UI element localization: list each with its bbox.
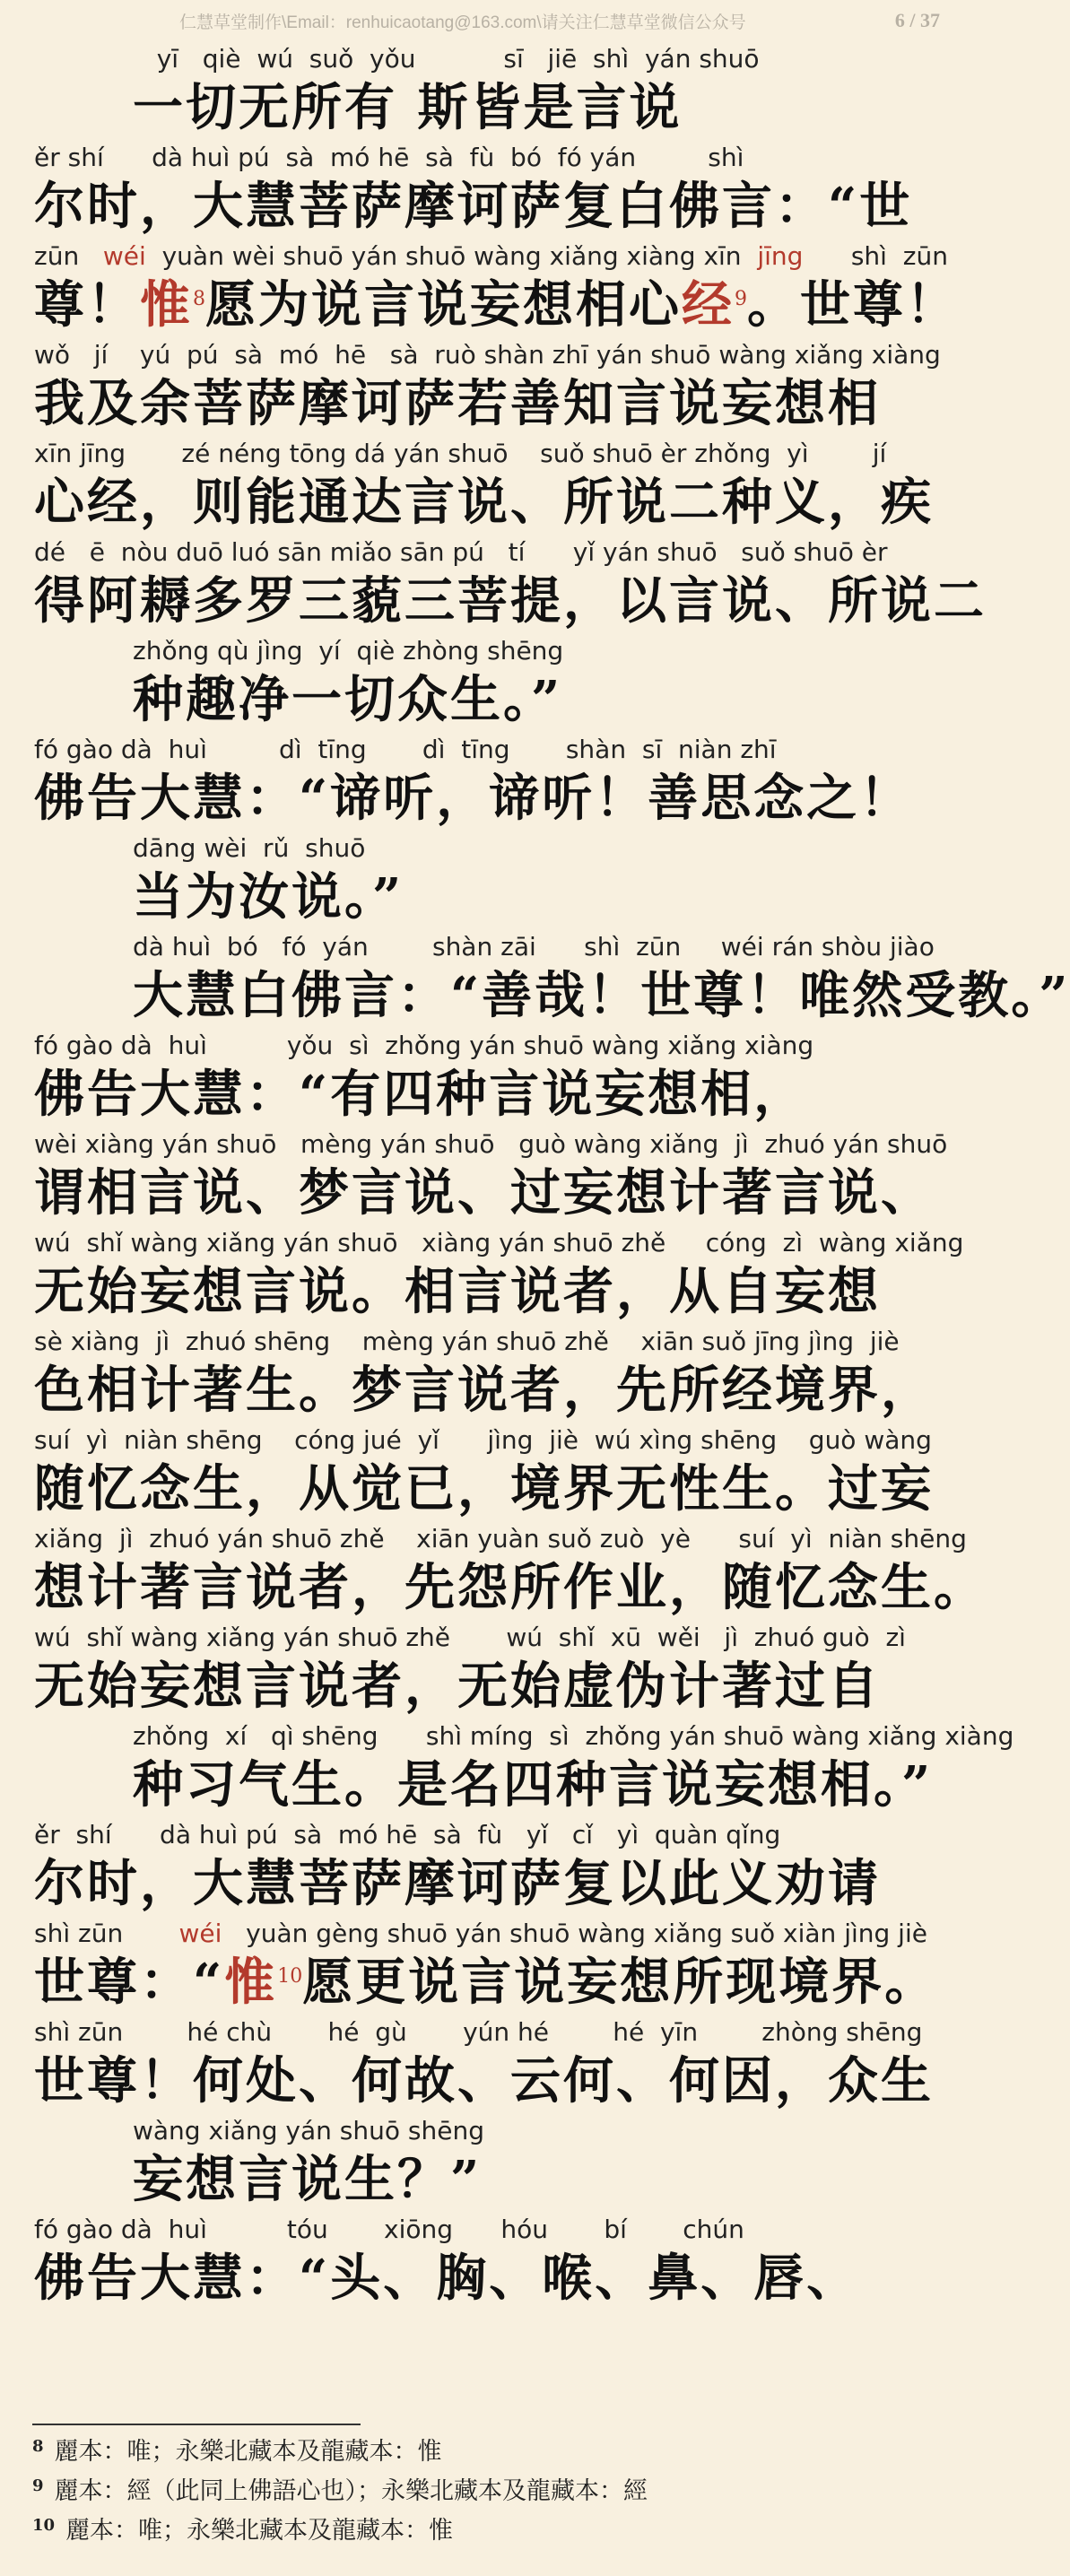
hanzi-segment: 愿为说言说妄想相心: [205, 275, 682, 335]
pinyin-segment: zhǒng xí qì shēng shì míng sì zhǒng yán shuō wàng xiǎng xiàng: [133, 1721, 1014, 1751]
hanzi-line: [34, 1558, 987, 1617]
hanzi-segment: 妄想言说生？”: [133, 2150, 483, 2209]
hanzi-line: [34, 375, 949, 432]
hanzi-line: [34, 1263, 949, 1320]
text-line: [34, 533, 987, 631]
hanzi-line: [34, 571, 987, 631]
pinyin-line: [34, 2210, 949, 2250]
pinyin-line: [34, 2013, 949, 2052]
pinyin-segment: dāng wèi rǔ shuō: [133, 833, 366, 863]
pinyin-line: [34, 237, 949, 276]
hanzi-line: [133, 2151, 949, 2208]
footnote: $^{10}$ 麗本：唯；永樂北藏本及龍藏本：惟: [32, 2516, 454, 2545]
hanzi-segment: 佛告大慧：“谛听，谛听！善思念之！: [34, 769, 913, 828]
text-line: [34, 434, 949, 533]
pinyin-segment: dà huì bó fó yán shàn zāi shì zūn wéi rán shòu jiào: [133, 932, 935, 962]
footnote: $^9$ 麗本：經（此同上佛語心也）；永樂北藏本及龍藏本：經: [32, 2476, 648, 2505]
pinyin-segment: zhǒng qù jìng yí qiè zhòng shēng: [133, 636, 564, 666]
text-line: [34, 2111, 949, 2210]
pinyin-line: [34, 434, 949, 474]
pinyin-line: [34, 533, 949, 572]
hanzi-line: [34, 2052, 949, 2110]
pinyin-segment: shì zūn: [34, 1919, 179, 1948]
pinyin-segment: yuàn gèng shuō yán shuō wàng xiǎng suǒ xiàn jìng jiè: [222, 1919, 927, 1948]
pinyin-variant: wéi: [178, 1919, 222, 1948]
footnote-marker: 8: [193, 288, 205, 310]
hanzi-segment: 无始妄想言说。相言说者，从自妄想: [34, 1262, 881, 1321]
hanzi-line: [133, 966, 1070, 1025]
text-line: [34, 1815, 949, 1914]
hanzi-line: [34, 770, 949, 827]
hanzi-segment: 尊！: [34, 275, 140, 335]
hanzi-segment: 一切无所有 斯皆是言说: [133, 78, 683, 137]
hanzi-segment: 心经，则能通达言说、所说二种义，疾: [34, 473, 934, 532]
pinyin-segment: ěr shí dà huì pú sà mó hē sà fù bó fó yán shì: [34, 143, 744, 172]
hanzi-segment: 我及余菩萨摩诃萨若善知言说妄想相: [34, 374, 881, 433]
text-line: [34, 730, 949, 829]
hanzi-line: [34, 1954, 949, 2011]
pinyin-variant: jīng: [757, 241, 804, 271]
hanzi-segment: 尔时，大慧菩萨摩诃萨复白佛言：“世: [34, 177, 913, 236]
pinyin-segment: wǒ jí yú pú sà mó hē sà ruò shàn zhī yán shuō wàng xiǎng xiàng: [34, 340, 941, 370]
pinyin-segment: sè xiàng jì zhuó shēng mèng yán shuō zhě xiān suǒ jīng jìng jiè: [34, 1327, 900, 1356]
pinyin-line: [34, 138, 949, 178]
variant-character: 惟: [140, 275, 193, 335]
pinyin-segment: fó gào dà huì dì tīng dì tīng shàn sī niàn zhī: [34, 735, 777, 764]
text-line: [34, 39, 949, 138]
pinyin-segment: yī qiè wú suǒ yǒu sī jiē shì yán shuō: [133, 44, 760, 74]
pinyin-line: [34, 1618, 949, 1658]
text-line: [34, 237, 959, 335]
hanzi-segment: 谓相言说、梦言说、过妄想计著言说、: [34, 1163, 934, 1223]
hanzi-segment: 。世尊！: [747, 275, 959, 335]
pinyin-segment: suí yì niàn shēng cóng jué yǐ jìng jiè wú xìng shēng guò wàng: [34, 1425, 932, 1455]
hanzi-segment: 世尊：“: [34, 1953, 225, 2012]
pinyin-line: [34, 1421, 949, 1460]
text-line: [34, 1914, 949, 2013]
hanzi-line: [34, 1658, 949, 1715]
hanzi-line: [34, 474, 949, 531]
footnote-marker: 9: [735, 288, 747, 310]
pinyin-line: [34, 1026, 949, 1066]
hanzi-line: [34, 275, 959, 335]
hanzi-segment: 无始妄想言说者，无始虚伪计著过自: [34, 1657, 881, 1716]
text-line: [34, 138, 949, 237]
hanzi-segment: 得阿耨多罗三藐三菩提，以言说、所说二: [34, 571, 987, 631]
pinyin-line: [34, 1914, 949, 1954]
pinyin-line: [133, 829, 949, 868]
hanzi-line: [133, 671, 949, 728]
pinyin-line: [34, 1125, 949, 1164]
text-line: [34, 829, 949, 927]
pinyin-segment: dé ē nòu duō luó sān miǎo sān pú tí yǐ yán shuō suǒ shuō èr: [34, 537, 888, 567]
text-line: [34, 335, 949, 434]
hanzi-segment: 当为汝说。”: [133, 867, 405, 927]
hanzi-segment: 种趣净一切众生。”: [133, 670, 563, 729]
pinyin-line: [34, 1322, 949, 1362]
hanzi-line: [133, 1756, 949, 1814]
hanzi-segment: 随忆念生，从觉已，境界无性生。过妄: [34, 1459, 934, 1519]
pinyin-segment: wàng xiǎng yán shuō shēng: [133, 2116, 484, 2145]
header-credit: 仁慧草堂制作\Email：renhuicaotang@163.com\请关注仁慧草堂微信公众号: [179, 13, 746, 32]
hanzi-segment: 佛告大慧：“头、胸、喉、鼻、唇、: [34, 2249, 860, 2308]
text-line: [34, 1223, 964, 1322]
hanzi-line: [34, 2250, 949, 2307]
text-line: [34, 2210, 949, 2309]
hanzi-segment: 色相计著生。梦言说者，先所经境界，: [34, 1361, 934, 1420]
text-line: [34, 1026, 949, 1125]
hanzi-line: [34, 1066, 949, 1123]
text-line: [34, 631, 949, 730]
pinyin-segment: wú shǐ wàng xiǎng yán shuō xiàng yán shuō zhě cóng zì wàng xiǎng: [34, 1228, 964, 1258]
hanzi-segment: 愿更说言说妄想所现境界。: [302, 1953, 938, 2012]
pinyin-line: [133, 2111, 949, 2151]
hanzi-line: [133, 79, 949, 136]
pinyin-variant: wéi: [102, 241, 146, 271]
pinyin-segment: fó gào dà huì tóu xiōng hóu bí chún: [34, 2215, 744, 2244]
text-line: [34, 1717, 1014, 1815]
hanzi-segment: 种习气生。是名四种言说妄想相。”: [133, 1755, 934, 1815]
pinyin-segment: fó gào dà huì yǒu sì zhǒng yán shuō wàng xiǎng xiàng: [34, 1031, 814, 1060]
text-line: [34, 2013, 949, 2111]
pinyin-line: [133, 1717, 1014, 1756]
pinyin-segment: shì zūn hé chù hé gù yún hé hé yīn zhòng shēng: [34, 2017, 923, 2047]
variant-character: 经: [682, 275, 735, 335]
pinyin-segment: zūn: [34, 241, 103, 271]
pinyin-line: [133, 39, 949, 79]
text-line: [34, 1322, 949, 1421]
pinyin-line: [34, 335, 949, 375]
text-line: [34, 1125, 949, 1223]
pinyin-line: [34, 1815, 949, 1855]
pinyin-line: [34, 1519, 967, 1559]
pinyin-line: [133, 927, 949, 967]
variant-character: 惟: [224, 1953, 278, 2012]
pinyin-segment: yuàn wèi shuō yán shuō wàng xiǎng xiàng xīn: [145, 241, 758, 271]
pinyin-line: [34, 1223, 964, 1263]
hanzi-line: [34, 178, 949, 235]
pinyin-segment: xiǎng jì zhuó yán shuō zhě xiān yuàn suǒ zuò yè suí yì niàn shēng: [34, 1524, 967, 1553]
pinyin-segment: ěr shí dà huì pú sà mó hē sà fù yǐ cǐ yì quàn qǐng: [34, 1820, 781, 1849]
text-line: [34, 1618, 949, 1717]
hanzi-line: [34, 1460, 949, 1518]
hanzi-line: [34, 1164, 949, 1222]
page-number: 6 / 37: [894, 9, 940, 31]
hanzi-segment: 佛告大慧：“有四种言说妄想相，: [34, 1065, 807, 1124]
footnotes: [32, 2432, 947, 2551]
pinyin-segment: xīn jīng zé néng tōng dá yán shuō suǒ shuō èr zhǒng yì jí: [34, 439, 887, 468]
text-line: [34, 1421, 949, 1519]
pinyin-line: [34, 730, 949, 770]
pinyin-segment: wèi xiàng yán shuō mèng yán shuō guò wàng xiǎng jì zhuó yán shuō: [34, 1129, 948, 1159]
hanzi-segment: 大慧白佛言：“善哉！世尊！唯然受教。”: [133, 966, 1070, 1025]
hanzi-line: [34, 1855, 949, 1912]
pinyin-segment: wú shǐ wàng xiǎng yán shuō zhě wú shǐ xū wěi jì zhuó guò zì: [34, 1623, 906, 1652]
pinyin-segment: shì zūn: [803, 241, 948, 271]
footnote-divider: [32, 2424, 361, 2425]
hanzi-line: [133, 868, 949, 926]
text-line: [34, 1519, 987, 1618]
hanzi-segment: 世尊！何处、何故、云何、何因，众生: [34, 2051, 934, 2110]
pinyin-line: [133, 631, 949, 671]
hanzi-segment: 想计著言说者，先怨所作业，随忆念生。: [34, 1558, 987, 1617]
page-header: [0, 0, 969, 43]
text-line: [34, 927, 1070, 1026]
sutra-text: [34, 39, 1070, 2309]
footnote-marker: 10: [277, 1965, 303, 1988]
hanzi-segment: 尔时，大慧菩萨摩诃萨复以此义劝请: [34, 1854, 881, 1913]
footnote: $^8$ 麗本：唯；永樂北藏本及龍藏本：惟: [32, 2437, 442, 2466]
hanzi-line: [34, 1362, 949, 1419]
